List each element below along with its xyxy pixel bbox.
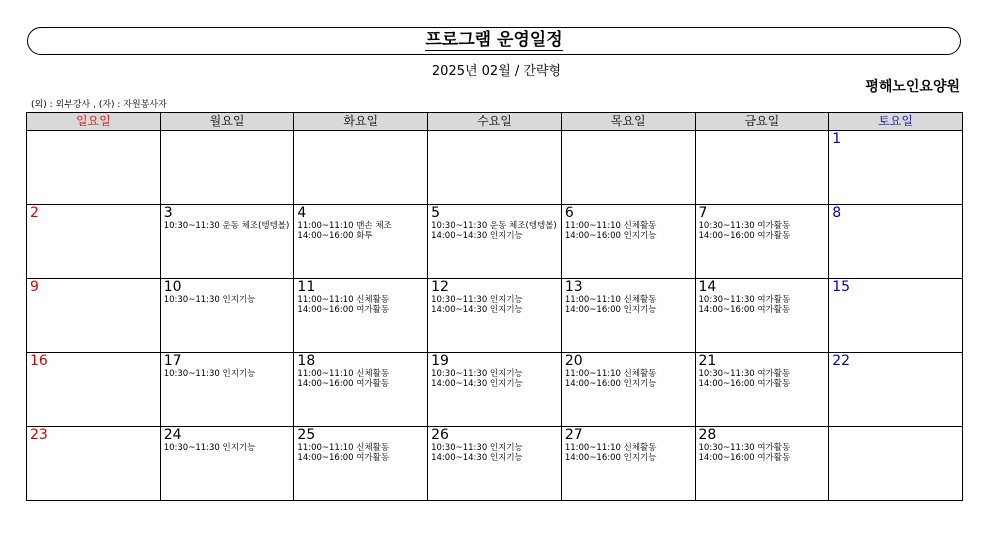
event-entry: 10:30~11:30 인지기능 <box>163 295 256 305</box>
day-cell <box>160 205 294 279</box>
event-entry: 14:00~14:30 인지기능 <box>431 453 523 463</box>
event-entry: 14:00~16:00 인지기능 <box>564 231 657 241</box>
event-entry: 10:30~11:30 인지기능 <box>163 443 256 453</box>
event-entry: 11:00~11:10 신체활동 <box>564 369 657 379</box>
day-number: 15 <box>832 279 851 295</box>
day-cell <box>160 427 294 501</box>
day-number: 26 <box>431 427 449 443</box>
day-number: 23 <box>30 427 48 443</box>
week-row <box>27 131 963 205</box>
day-number: 13 <box>564 279 583 295</box>
event-entry: 14:00~16:00 인지기능 <box>564 305 657 315</box>
day-cell <box>428 131 562 205</box>
week-row <box>27 427 963 501</box>
weekday-header-tue: 화요일 <box>294 113 428 131</box>
event-entry: 14:00~16:00 인지기능 <box>564 453 657 463</box>
weekday-header-fri: 금요일 <box>695 113 829 131</box>
event-entry: 11:00~11:10 신체활동 <box>564 221 657 231</box>
event-entry: 10:30~11:30 여가활동 <box>698 221 791 231</box>
weekday-header-mon: 월요일 <box>160 113 294 131</box>
page-title: 프로그램 운영일정 <box>425 30 563 50</box>
event-entry: 10:30~11:30 여가활동 <box>698 369 791 379</box>
day-cell <box>27 279 161 353</box>
day-number: 6 <box>564 205 574 221</box>
week-row <box>27 353 963 427</box>
day-number: 9 <box>30 279 39 295</box>
legend-note: (외) : 외부강사 , (자) : 자원봉사자 <box>31 100 167 110</box>
day-number: 28 <box>698 427 717 443</box>
day-number: 17 <box>163 353 182 369</box>
day-cell <box>561 353 695 427</box>
event-entry: 10:30~11:30 운동 체조(텡텡볼) <box>431 221 557 231</box>
day-number: 12 <box>431 279 449 295</box>
day-cell <box>160 131 294 205</box>
event-entry: 10:30~11:30 인지기능 <box>431 369 523 379</box>
day-cell <box>160 279 294 353</box>
event-entry: 14:00~16:00 여가활동 <box>297 305 390 315</box>
day-number: 25 <box>297 427 316 443</box>
day-cell <box>428 353 562 427</box>
day-number: 18 <box>297 353 316 369</box>
day-cell <box>829 427 963 501</box>
day-number: 10 <box>163 279 182 295</box>
day-cell <box>561 279 695 353</box>
event-entry: 14:00~16:00 여가활동 <box>297 379 390 389</box>
event-entry: 10:30~11:30 인지기능 <box>431 443 523 453</box>
day-cell <box>695 131 829 205</box>
event-entry: 14:00~16:00 여가활동 <box>297 453 390 463</box>
day-cell <box>160 353 294 427</box>
day-number: 4 <box>297 205 307 221</box>
event-entry: 11:00~11:10 신체활동 <box>297 443 390 453</box>
day-cell <box>829 279 963 353</box>
weekday-header-sun: 일요일 <box>27 113 161 131</box>
day-cell <box>294 353 428 427</box>
day-number: 11 <box>297 279 316 295</box>
day-cell <box>27 131 161 205</box>
weekday-header-wed: 수요일 <box>428 113 562 131</box>
event-entry: 14:00~14:30 인지기능 <box>431 305 523 315</box>
event-entry: 11:00~11:10 맨손 체조 <box>297 221 392 231</box>
day-cell <box>695 205 829 279</box>
day-cell <box>695 279 829 353</box>
day-number: 2 <box>30 205 39 221</box>
day-number: 20 <box>564 353 583 369</box>
day-number: 1 <box>832 131 842 147</box>
day-cell <box>428 427 562 501</box>
day-number: 16 <box>30 353 48 369</box>
day-number: 8 <box>832 205 842 221</box>
event-entry: 10:30~11:30 인지기능 <box>163 369 256 379</box>
day-cell <box>294 427 428 501</box>
day-cell <box>428 279 562 353</box>
event-entry: 14:00~16:00 여가활동 <box>698 379 791 389</box>
event-entry: 10:30~11:30 인지기능 <box>431 295 523 305</box>
event-entry: 14:00~14:30 인지기능 <box>431 379 523 389</box>
event-entry: 14:00~14:30 인지기능 <box>431 231 523 241</box>
day-cell <box>294 279 428 353</box>
day-number: 27 <box>564 427 583 443</box>
event-entry: 10:30~11:30 운동 체조(텡텡볼) <box>163 221 290 231</box>
event-entry: 11:00~11:10 신체활동 <box>564 443 657 453</box>
day-cell <box>561 427 695 501</box>
title-box <box>27 27 961 55</box>
organization-name: 평해노인요양원 <box>865 79 960 95</box>
week-row <box>27 205 963 279</box>
day-cell <box>294 205 428 279</box>
day-number: 5 <box>431 205 441 221</box>
event-entry: 14:00~16:00 인지기능 <box>564 379 657 389</box>
week-row <box>27 279 963 353</box>
event-entry: 11:00~11:10 신체활동 <box>297 295 390 305</box>
weekday-header-thu: 목요일 <box>561 113 695 131</box>
event-entry: 11:00~11:10 신체활동 <box>564 295 657 305</box>
day-cell <box>27 205 161 279</box>
day-number: 14 <box>698 279 717 295</box>
event-entry: 14:00~16:00 여가활동 <box>698 453 791 463</box>
day-cell <box>561 205 695 279</box>
day-cell <box>561 131 695 205</box>
day-cell <box>829 353 963 427</box>
day-cell <box>27 353 161 427</box>
weekday-header-sat: 토요일 <box>829 113 963 131</box>
event-entry: 14:00~16:00 여가활동 <box>698 305 791 315</box>
day-cell <box>27 427 161 501</box>
day-number: 3 <box>163 205 173 221</box>
day-cell <box>829 205 963 279</box>
day-cell <box>695 353 829 427</box>
event-entry: 14:00~16:00 여가활동 <box>698 231 791 241</box>
day-cell <box>294 131 428 205</box>
event-entry: 10:30~11:30 여가활동 <box>698 443 791 453</box>
day-cell <box>695 427 829 501</box>
page-subtitle: 2025년 02월 / 간략형 <box>431 64 562 79</box>
day-number: 7 <box>698 205 708 221</box>
day-number: 24 <box>163 427 182 443</box>
event-entry: 10:30~11:30 여가활동 <box>698 295 791 305</box>
day-cell <box>428 205 562 279</box>
day-cell <box>829 131 963 205</box>
event-entry: 14:00~16:00 화투 <box>297 231 373 241</box>
weekday-header-row <box>27 113 963 131</box>
day-number: 22 <box>832 353 851 369</box>
calendar-table <box>26 112 963 501</box>
event-entry: 11:00~11:10 신체활동 <box>297 369 390 379</box>
day-number: 19 <box>431 353 449 369</box>
day-number: 21 <box>698 353 717 369</box>
calendar-body <box>27 131 963 501</box>
